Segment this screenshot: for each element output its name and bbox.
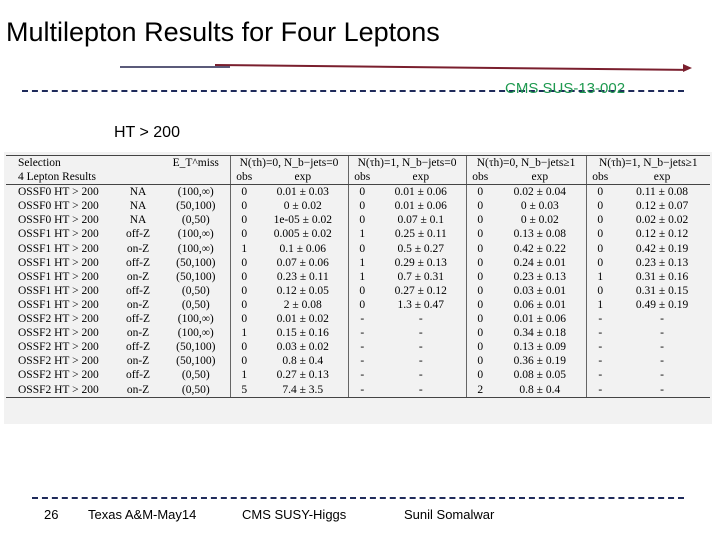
cell-obs: 0 (348, 298, 376, 312)
cell-exp: - (660, 355, 664, 368)
cell-exp: 0.12 ± 0.12 (635, 228, 689, 241)
cell-exp: - (660, 313, 664, 326)
cell-exp: 0.08 ± 0.05 (513, 369, 566, 382)
cell-exp: 0.23 ± 0.13 (635, 256, 689, 269)
header-obs: obs (348, 170, 376, 185)
cell-obs: - (586, 340, 614, 354)
cell-obs: 0 (466, 185, 494, 200)
cell-exp: 0.01 ± 0.02 (276, 313, 329, 326)
cell-met: (0,50) (181, 369, 210, 382)
cell-exp: 0.27 ± 0.13 (276, 369, 329, 382)
cell-selection: OSSF1 HT > 200 (18, 298, 99, 311)
cell-exp: - (418, 313, 423, 326)
cell-obs: - (348, 340, 376, 354)
cell-obs: 0 (586, 256, 614, 270)
cell-obs: 0 (230, 256, 258, 270)
cell-obs: 0 (348, 284, 376, 298)
table-row (6, 354, 710, 368)
cell-obs: 0 (230, 340, 258, 354)
cell-exp: 0.15 ± 0.16 (276, 327, 329, 340)
cell-exp: 0.25 ± 0.11 (394, 228, 447, 241)
cell-obs: 1 (586, 298, 614, 312)
header-group-2: N(τh)=1, N_b−jets=0 (348, 156, 466, 171)
cell-exp: 0.23 ± 0.13 (513, 270, 566, 283)
cell-obs: 0 (230, 284, 258, 298)
cell-exp: 0.27 ± 0.12 (394, 284, 447, 297)
header-group-3: N(τh)=0, N_b−jets≥1 (466, 156, 586, 171)
table-row (6, 199, 710, 213)
cell-selection: OSSF0 HT > 200 (18, 200, 99, 213)
cell-mass: on-Z (126, 242, 150, 255)
cell-exp: 0.02 ± 0.04 (494, 185, 586, 200)
cell-selection: OSSF1 HT > 200 (18, 284, 99, 297)
cell-exp: 0.13 ± 0.09 (513, 341, 566, 354)
analysis-reference: CMS SUS-13-002 (505, 80, 626, 97)
cell-exp: 0.01 ± 0.03 (258, 185, 348, 200)
cell-exp: 0 ± 0.03 (520, 200, 559, 213)
cell-selection: OSSF1 HT > 200 (18, 256, 99, 269)
page-number: 26 (44, 507, 59, 522)
cell-exp: 0.13 ± 0.08 (513, 228, 566, 241)
selection-subtitle: HT > 200 (114, 124, 180, 141)
cell-selection: OSSF1 HT > 200 (18, 270, 99, 283)
cell-obs: 0 (466, 326, 494, 340)
footer-talk: CMS SUSY-Higgs (242, 507, 347, 522)
cell-exp: 0.01 ± 0.06 (394, 200, 447, 213)
cell-mass: off-Z (125, 341, 151, 354)
cell-exp: 0.36 ± 0.19 (513, 355, 566, 368)
cell-exp: 0.34 ± 0.18 (513, 327, 566, 340)
table-header-row-2 (6, 170, 710, 185)
cell-obs: 0 (466, 298, 494, 312)
title-underline-left (120, 66, 230, 68)
table-row (6, 213, 710, 227)
header-obs: obs (230, 170, 258, 185)
cell-obs: - (586, 368, 614, 382)
header-group-1: N(τh)=0, N_b−jets=0 (230, 156, 348, 171)
table-header-row-1 (6, 156, 710, 171)
header-obs: obs (466, 170, 494, 185)
cell-obs: 0 (586, 227, 614, 241)
cell-obs: 0 (466, 242, 494, 256)
cell-obs: 0 (586, 185, 614, 200)
cell-exp: 0.24 ± 0.01 (513, 256, 566, 269)
cell-selection: OSSF1 HT > 200 (18, 228, 99, 241)
table-row (6, 368, 710, 382)
cell-exp: 0.06 ± 0.01 (513, 298, 566, 311)
table-row (6, 312, 710, 326)
cell-obs: 0 (348, 213, 376, 227)
cell-met: (100,∞) (177, 242, 214, 255)
cell-obs: - (348, 312, 376, 326)
table-row (6, 383, 710, 398)
cell-obs: 0 (466, 213, 494, 227)
cell-exp: 1.3 ± 0.47 (397, 298, 445, 311)
cell-obs: 0 (230, 354, 258, 368)
cell-mass: NA (129, 200, 147, 213)
cell-obs: 0 (348, 199, 376, 213)
cell-obs: 0 (466, 199, 494, 213)
cell-met: (100,∞) (162, 185, 230, 200)
cell-met: (100,∞) (177, 327, 214, 340)
cell-mass: on-Z (126, 298, 150, 311)
cell-met: (0,50) (162, 383, 230, 398)
footer-event: Texas A&M-May14 (88, 507, 197, 522)
cell-obs: 0 (586, 284, 614, 298)
cell-obs: 0 (466, 312, 494, 326)
cell-exp: 0.49 ± 0.19 (635, 298, 689, 311)
cell-exp: 0.02 ± 0.02 (635, 214, 689, 227)
cell-obs: - (348, 326, 376, 340)
cell-obs: - (586, 354, 614, 368)
cell-met: (100,∞) (177, 228, 214, 241)
cell-exp: 0.42 ± 0.22 (513, 242, 566, 255)
cell-selection: OSSF2 HT > 200 (6, 383, 114, 398)
cell-obs: - (348, 368, 376, 382)
cell-obs: 0 (466, 354, 494, 368)
cell-mass: off-Z (125, 369, 151, 382)
cell-obs: 0 (466, 270, 494, 284)
cell-met: (100,∞) (177, 313, 214, 326)
table-row (6, 185, 710, 200)
cell-obs: 1 (348, 227, 376, 241)
cell-met: (0,50) (181, 284, 210, 297)
cell-met: (50,100) (176, 200, 216, 213)
table-row (6, 326, 710, 340)
cell-exp: - (376, 383, 466, 398)
cell-exp: - (614, 383, 710, 398)
cell-obs: 0 (466, 227, 494, 241)
cell-exp: 0.11 ± 0.08 (614, 185, 710, 200)
cell-obs: 5 (230, 383, 258, 398)
cell-exp: 0.07 ± 0.1 (397, 214, 445, 227)
cell-obs: 1 (586, 270, 614, 284)
cell-mass: on-Z (126, 355, 150, 368)
results-table (6, 155, 710, 398)
table-row (6, 340, 710, 354)
cell-obs: 0 (466, 368, 494, 382)
cell-exp: 0.03 ± 0.01 (513, 284, 566, 297)
cell-obs: 1 (230, 242, 258, 256)
table-row (6, 256, 710, 270)
header-met: E_T^miss (162, 156, 230, 171)
bottom-dashed-divider (32, 497, 684, 499)
cell-met: (50,100) (176, 270, 216, 283)
cell-selection: OSSF2 HT > 200 (18, 341, 99, 354)
cell-obs: - (586, 312, 614, 326)
cell-exp: 0 ± 0.02 (283, 200, 322, 213)
table-row (6, 227, 710, 241)
header-exp: exp (494, 170, 586, 185)
cell-exp: - (418, 327, 423, 340)
slide-title: Multilepton Results for Four Leptons (6, 17, 440, 47)
cell-selection: OSSF2 HT > 200 (18, 369, 99, 382)
header-group-4: N(τh)=1, N_b−jets≥1 (586, 156, 710, 171)
cell-selection: OSSF0 HT > 200 (6, 185, 114, 200)
cell-exp: 0.23 ± 0.11 (276, 270, 329, 283)
table-row (6, 298, 710, 312)
cell-exp: 0.01 ± 0.06 (513, 313, 566, 326)
cell-obs: 0 (466, 284, 494, 298)
table-row (6, 284, 710, 298)
header-subset: 4 Lepton Results (6, 170, 162, 185)
cell-met: (50,100) (176, 341, 216, 354)
cell-obs: 0 (586, 242, 614, 256)
cell-selection: OSSF1 HT > 200 (18, 242, 99, 255)
cell-exp: - (418, 369, 423, 382)
cell-obs: 0 (230, 199, 258, 213)
table-body (6, 185, 710, 397)
cell-selection: OSSF2 HT > 200 (18, 327, 99, 340)
cell-exp: - (660, 369, 664, 382)
cell-obs: 1 (230, 368, 258, 382)
cell-met: (0,50) (181, 214, 210, 227)
cell-selection: OSSF2 HT > 200 (18, 313, 99, 326)
header-exp: exp (258, 170, 348, 185)
cell-obs: - (348, 383, 376, 398)
cell-obs: 1 (348, 256, 376, 270)
cell-met: (50,100) (176, 256, 216, 269)
cell-obs: 0 (348, 242, 376, 256)
cell-exp: - (660, 327, 664, 340)
cell-exp: 0.07 ± 0.06 (276, 256, 329, 269)
cell-obs: 1 (348, 270, 376, 284)
cell-mass: off-Z (125, 228, 151, 241)
cell-exp: 0.5 ± 0.27 (397, 242, 445, 255)
cell-exp: - (418, 341, 423, 354)
cell-met: (0,50) (181, 298, 210, 311)
cell-mass: NA (114, 185, 162, 200)
cell-obs: - (348, 354, 376, 368)
cell-exp: 0.005 ± 0.02 (273, 228, 332, 241)
cell-selection: OSSF0 HT > 200 (18, 214, 99, 227)
cell-exp: - (418, 355, 423, 368)
cell-exp: 7.4 ± 3.5 (258, 383, 348, 398)
cell-obs: - (586, 326, 614, 340)
cell-exp: 0.8 ± 0.4 (494, 383, 586, 398)
cell-mass: off-Z (125, 284, 151, 297)
cell-obs: 0 (466, 340, 494, 354)
cell-exp: 0.42 ± 0.19 (635, 242, 689, 255)
cell-obs: - (586, 383, 614, 398)
cell-obs: 0 (230, 213, 258, 227)
cell-obs: 0 (230, 298, 258, 312)
cell-exp: 0.12 ± 0.07 (635, 200, 689, 213)
cell-exp: 0.03 ± 0.02 (276, 341, 329, 354)
cell-obs: 2 (466, 383, 494, 398)
cell-exp: 0 ± 0.02 (520, 214, 559, 227)
cell-mass: NA (129, 214, 147, 227)
cell-exp: - (660, 341, 664, 354)
cell-obs: 0 (348, 185, 376, 200)
cell-obs: 0 (230, 270, 258, 284)
cell-exp: 0.7 ± 0.31 (397, 270, 445, 283)
header-exp: exp (376, 170, 466, 185)
cell-met: (50,100) (176, 355, 216, 368)
table-row (6, 242, 710, 256)
cell-mass: on-Z (126, 327, 150, 340)
cell-obs: 0 (586, 213, 614, 227)
cell-obs: 0 (230, 227, 258, 241)
cell-exp: 2 ± 0.08 (283, 298, 322, 311)
cell-mass: off-Z (125, 313, 151, 326)
cell-obs: 0 (586, 199, 614, 213)
cell-obs: 0 (230, 312, 258, 326)
cell-obs: 0 (466, 256, 494, 270)
cell-exp: 0.1 ± 0.06 (279, 242, 327, 255)
cell-mass: off-Z (125, 256, 151, 269)
cell-exp: 0.01 ± 0.06 (376, 185, 466, 200)
cell-mass: on-Z (114, 383, 162, 398)
footer-author: Sunil Somalwar (404, 507, 495, 522)
header-exp: exp (614, 170, 710, 185)
cell-exp: 0.12 ± 0.05 (276, 284, 329, 297)
cell-exp: 0.31 ± 0.16 (635, 270, 689, 283)
cell-exp: 0.31 ± 0.15 (635, 284, 689, 297)
title-underline-arrow (215, 64, 685, 71)
header-selection: Selection (6, 156, 162, 171)
cell-mass: on-Z (126, 270, 150, 283)
header-obs: obs (586, 170, 614, 185)
cell-selection: OSSF2 HT > 200 (18, 355, 99, 368)
cell-obs: 0 (230, 185, 258, 200)
cell-exp: 1e-05 ± 0.02 (273, 214, 332, 227)
table-row (6, 270, 710, 284)
arrowhead-icon (683, 64, 692, 72)
cell-obs: 1 (230, 326, 258, 340)
cell-exp: 0.8 ± 0.4 (282, 355, 324, 368)
cell-exp: 0.29 ± 0.13 (394, 256, 447, 269)
